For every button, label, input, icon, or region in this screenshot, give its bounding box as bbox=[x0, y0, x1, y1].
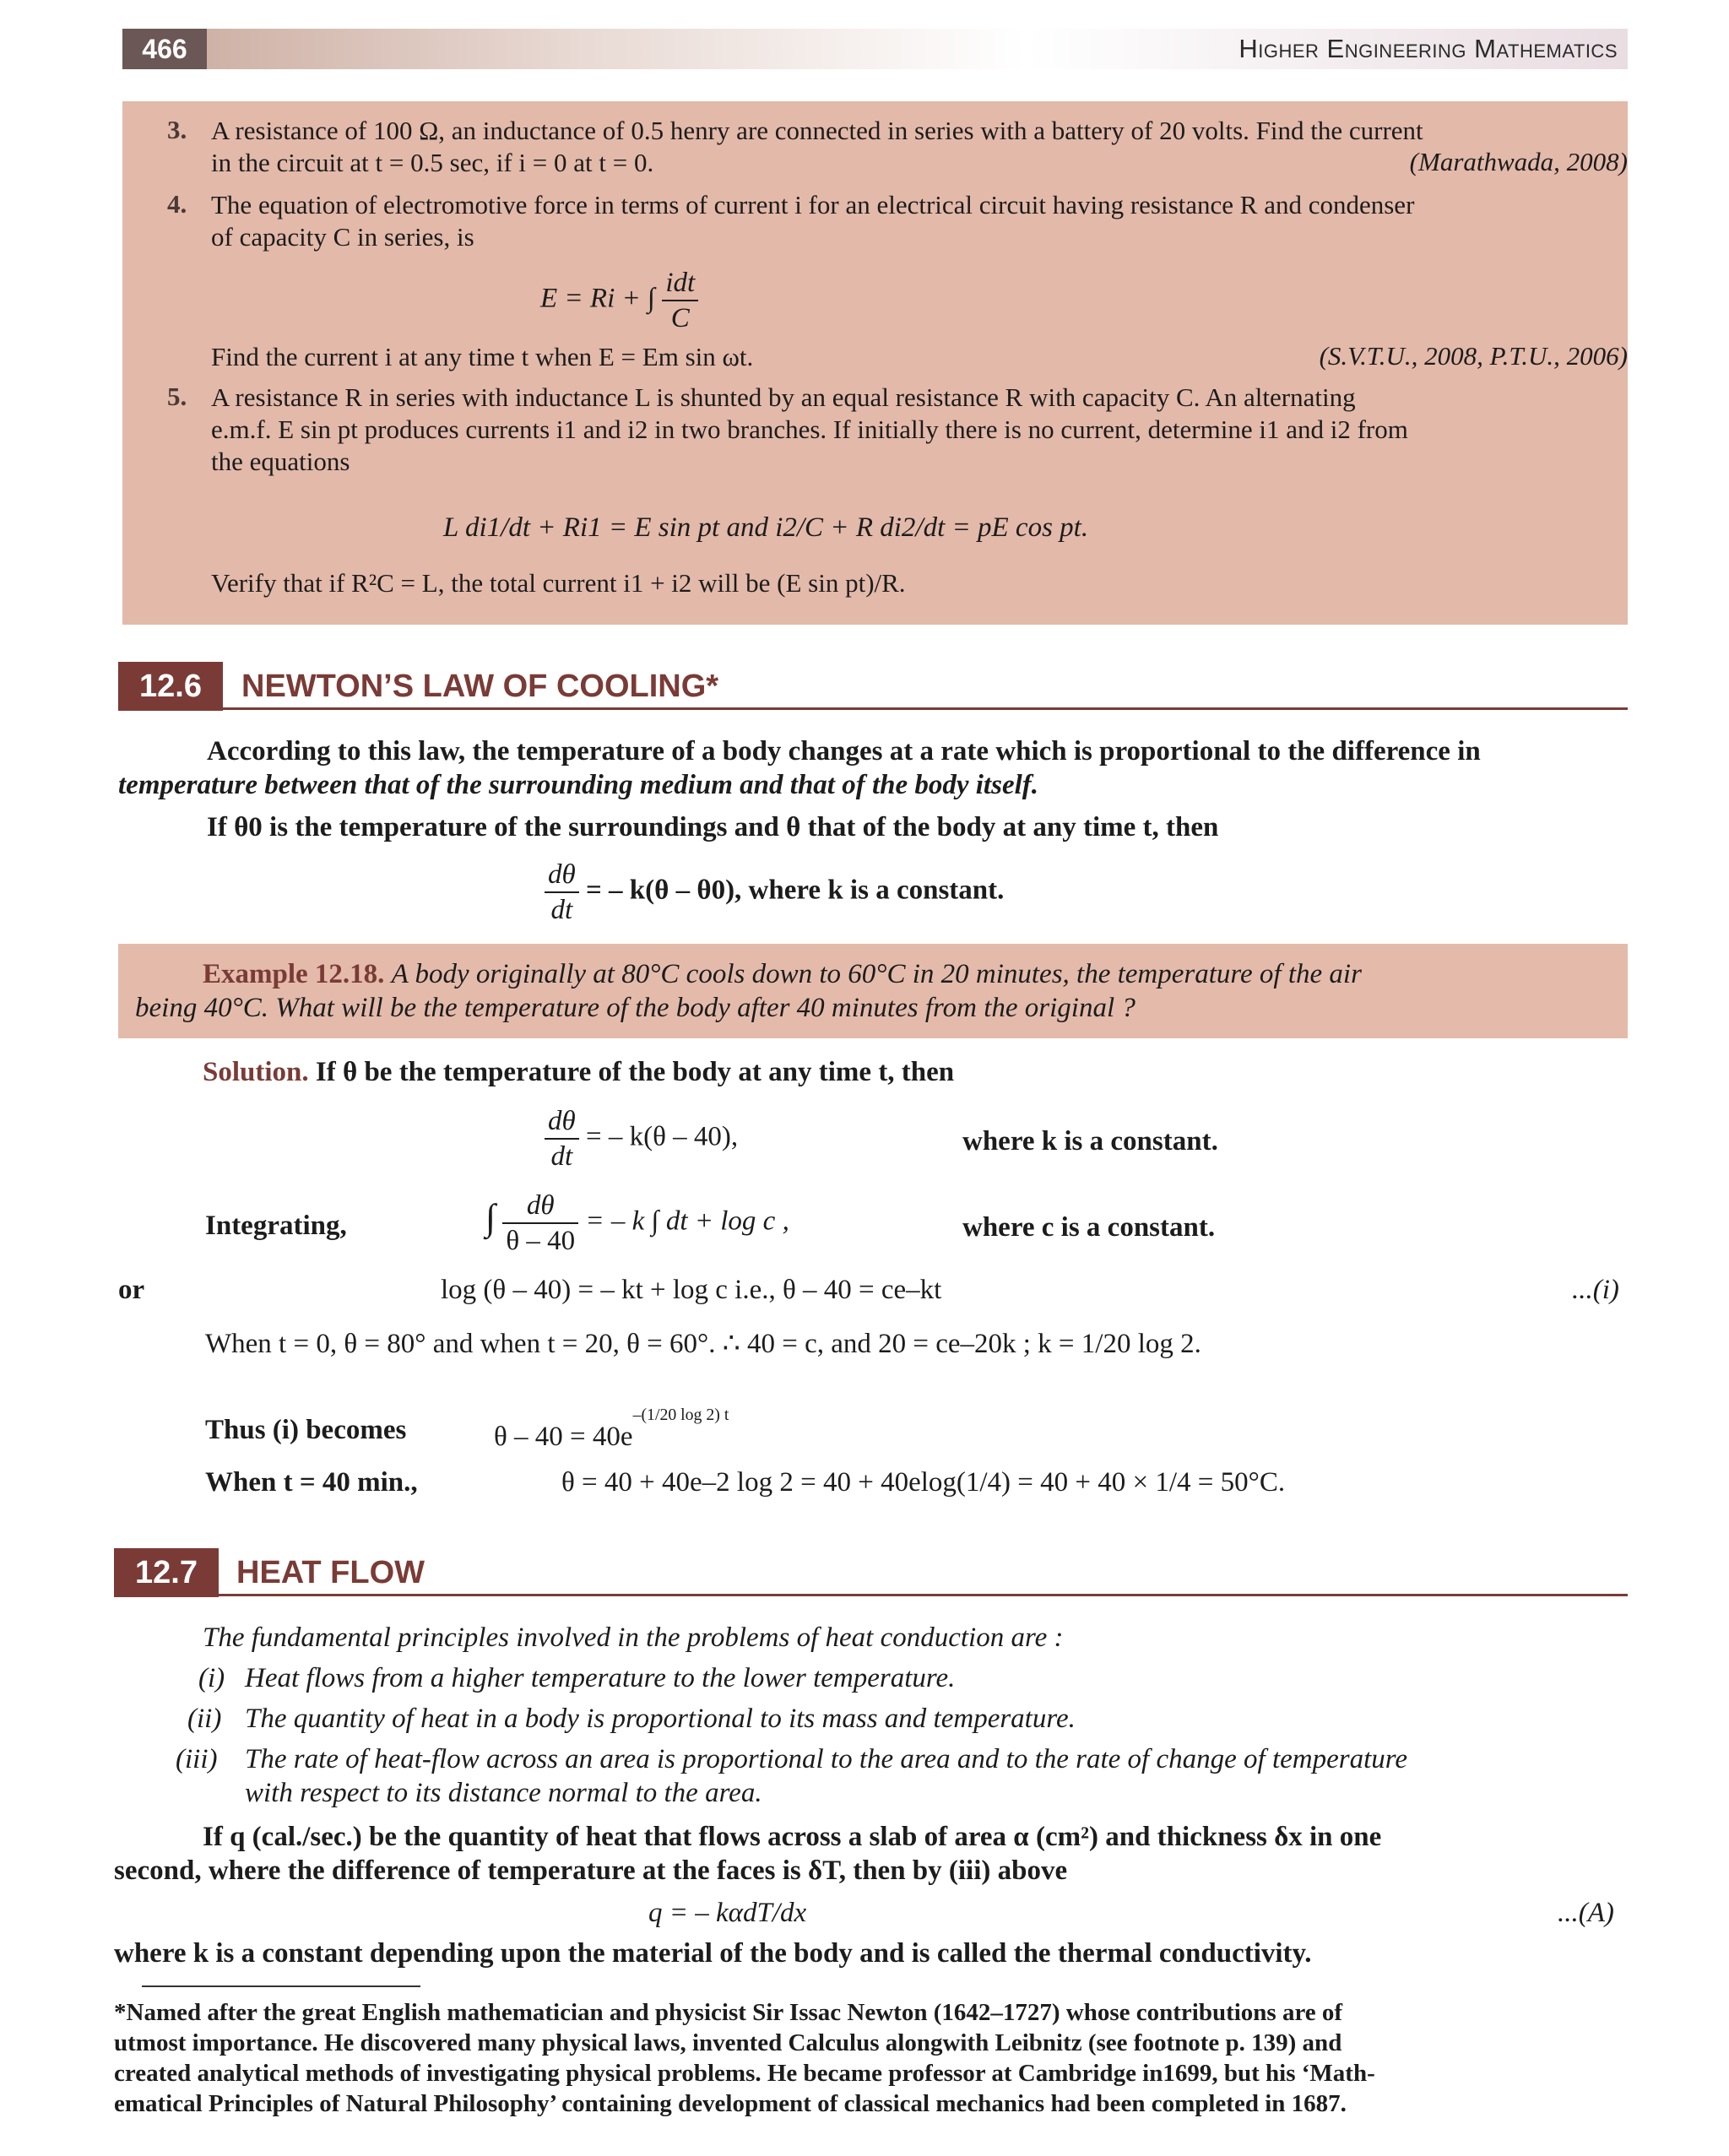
equation-text: θ – 40 = 40e bbox=[494, 1422, 633, 1452]
exercise-reference: (S.V.T.U., 2008, P.T.U., 2006) bbox=[1319, 341, 1628, 371]
exercise-text: A resistance of 100 Ω, an inductance of 0.5 henry are connected in series with a battery of 20 volts. Find the current bbox=[211, 116, 1423, 145]
footnote-rule bbox=[142, 1985, 420, 1987]
body-text: According to this law, the temperature of a body changes at a rate which is proportional to the difference in bbox=[207, 736, 1481, 767]
fraction-denominator: dt bbox=[550, 895, 573, 925]
step-label: Integrating, bbox=[205, 1211, 347, 1241]
body-text: If q (cal./sec.) be the quantity of heat that flows across a slab of area α (cm²) and thickness δx in one bbox=[203, 1822, 1382, 1852]
section-number: 12.7 bbox=[114, 1548, 219, 1597]
equation: When t = 0, θ = 80° and when t = 20, θ = 60°. ∴ 40 = c, and 20 = ce–20k ; k = 1/20 log 2. bbox=[205, 1329, 1201, 1359]
section-rule bbox=[114, 1594, 1628, 1596]
equation-text: = – k(θ – θ0), where k is a constant. bbox=[585, 875, 1005, 906]
section-title: HEAT FLOW bbox=[236, 1555, 425, 1590]
body-text: where k is a constant depending upon the material of the body and is called the thermal conductivity. bbox=[114, 1938, 1312, 1969]
body-text: If θ0 is the temperature of the surroundings and θ that of the body at any time t, then bbox=[207, 812, 1219, 842]
body-text: second, where the difference of temperature at the faces is δT, then by (iii) above bbox=[114, 1855, 1068, 1886]
fraction-denominator: dt bbox=[550, 1141, 573, 1172]
example-label: Example 12.18. bbox=[203, 959, 385, 989]
exercise-text: The equation of electromotive force in terms of current i for an electrical circuit having resistance R and condenser bbox=[211, 190, 1415, 219]
fraction bbox=[662, 266, 698, 335]
equation bbox=[545, 1104, 738, 1173]
equation: log (θ – 40) = – kt + log c i.e., θ – 40 = ce–kt bbox=[441, 1275, 942, 1305]
fraction-numerator: idt bbox=[662, 266, 698, 301]
equation-note: where c is a constant. bbox=[962, 1212, 1216, 1243]
equation-text: E = Ri + ∫ bbox=[540, 283, 656, 314]
exercise-text: in the circuit at t = 0.5 sec, if i = 0 at t = 0. bbox=[211, 148, 654, 177]
exponent: –(1/20 log 2) t bbox=[632, 1406, 729, 1424]
solution-line bbox=[203, 1055, 954, 1089]
step-label: or bbox=[118, 1275, 145, 1305]
list-item: with respect to its distance normal to the area. bbox=[245, 1778, 762, 1808]
running-title: Higher Engineering Mathematics bbox=[1238, 34, 1618, 63]
exercise-number: 3. bbox=[167, 115, 187, 144]
exercise-number: 5. bbox=[167, 382, 187, 411]
example-line bbox=[203, 957, 1362, 991]
exercise-reference: (Marathwada, 2008) bbox=[1409, 147, 1628, 176]
equation-tag: ...(A) bbox=[1558, 1898, 1614, 1928]
exercise-text: the equations bbox=[211, 447, 350, 476]
equation: L di1/dt + Ri1 = E sin pt and i2/C + R di2/dt = pE cos pt. bbox=[443, 512, 1089, 543]
list-item: The quantity of heat in a body is proportional to its mass and temperature. bbox=[245, 1704, 1076, 1734]
equation bbox=[545, 858, 1004, 927]
fraction-numerator: dθ bbox=[502, 1189, 578, 1224]
fraction-numerator: dθ bbox=[545, 858, 579, 893]
equation-text: = – k ∫ dt + log c , bbox=[585, 1205, 789, 1237]
page-number: 466 bbox=[122, 29, 207, 69]
section-number: 12.6 bbox=[118, 662, 223, 711]
equation: ∫ $\frac{d\theta}{\theta - 40}$ = – k ∫ dt + log c , bbox=[485, 1190, 789, 1256]
equation: θ = 40 + 40e–2 log 2 = 40 + 40elog(1/4) = 40 + 40 × 1/4 = 50°C. bbox=[561, 1467, 1286, 1498]
fraction-denominator: C bbox=[670, 303, 690, 333]
exercise-number: 4. bbox=[167, 189, 187, 219]
equation bbox=[494, 1406, 729, 1454]
exercise-text: of capacity C in series, is bbox=[211, 222, 474, 252]
exercise-text: Find the current i at any time t when E = Em sin ωt. bbox=[211, 342, 754, 371]
exercise-text: A resistance R in series with inductance L is shunted by an equal resistance R with capacity C. An alternating bbox=[211, 382, 1356, 412]
equation-text: = – k(θ – 40), bbox=[585, 1121, 739, 1152]
section-title: NEWTON’S LAW OF COOLING* bbox=[241, 669, 719, 704]
solution-label: Solution. bbox=[203, 1057, 309, 1087]
footnote-text: ematical Principles of Natural Philosophy’ containing development of classical mechanics had been completed in 1687. bbox=[114, 2090, 1347, 2117]
example-text: being 40°C. What will be the temperature of the body after 40 minutes from the original ? bbox=[135, 993, 1136, 1023]
footnote-text: *Named after the great English mathematician and physicist Sir Issac Newton (1642–1727) whose contributions are of bbox=[114, 1999, 1343, 2026]
body-text: The fundamental principles involved in the problems of heat conduction are : bbox=[203, 1622, 1064, 1653]
list-item: The rate of heat-flow across an area is proportional to the area and to the rate of change of temperature bbox=[245, 1744, 1408, 1774]
list-number: (ii) bbox=[187, 1704, 222, 1734]
solution-text: If θ be the temperature of the body at any time t, then bbox=[315, 1057, 955, 1087]
section-rule bbox=[118, 707, 1628, 710]
fraction bbox=[502, 1189, 578, 1258]
body-text: temperature between that of the surrounding medium and that of the body itself. bbox=[118, 770, 1038, 800]
step-label: When t = 40 min., bbox=[205, 1467, 418, 1498]
step-label: Thus (i) becomes bbox=[205, 1415, 407, 1445]
equation-tag: ...(i) bbox=[1572, 1275, 1619, 1305]
equation bbox=[540, 266, 698, 335]
fraction bbox=[545, 1104, 579, 1173]
fraction bbox=[545, 858, 579, 927]
list-number: (i) bbox=[198, 1663, 225, 1693]
exercise-text: Verify that if R²C = L, the total current i1 + i2 will be (E sin pt)/R. bbox=[211, 568, 906, 598]
exercise-text: e.m.f. E sin pt produces currents i1 and i2 in two branches. If initially there is no current, determine i1 and i2 from bbox=[211, 414, 1408, 444]
equation-note: where k is a constant. bbox=[962, 1126, 1218, 1157]
footnote-text: created analytical methods of investigating physical problems. He became professor at Cambridge in1699, but his ‘Math- bbox=[114, 2060, 1375, 2087]
equation: q = – kαdT/dx bbox=[648, 1898, 807, 1928]
fraction-denominator: θ – 40 bbox=[506, 1226, 576, 1256]
list-number: (iii) bbox=[176, 1744, 218, 1774]
footnote-text: utmost importance. He discovered many physical laws, invented Calculus alongwith Leibnitz (see footnote p. 139) and bbox=[114, 2029, 1342, 2056]
list-item: Heat flows from a higher temperature to the lower temperature. bbox=[245, 1663, 956, 1693]
fraction-numerator: dθ bbox=[545, 1104, 579, 1140]
example-text: A body originally at 80°C cools down to 60°C in 20 minutes, the temperature of the air bbox=[391, 959, 1362, 989]
